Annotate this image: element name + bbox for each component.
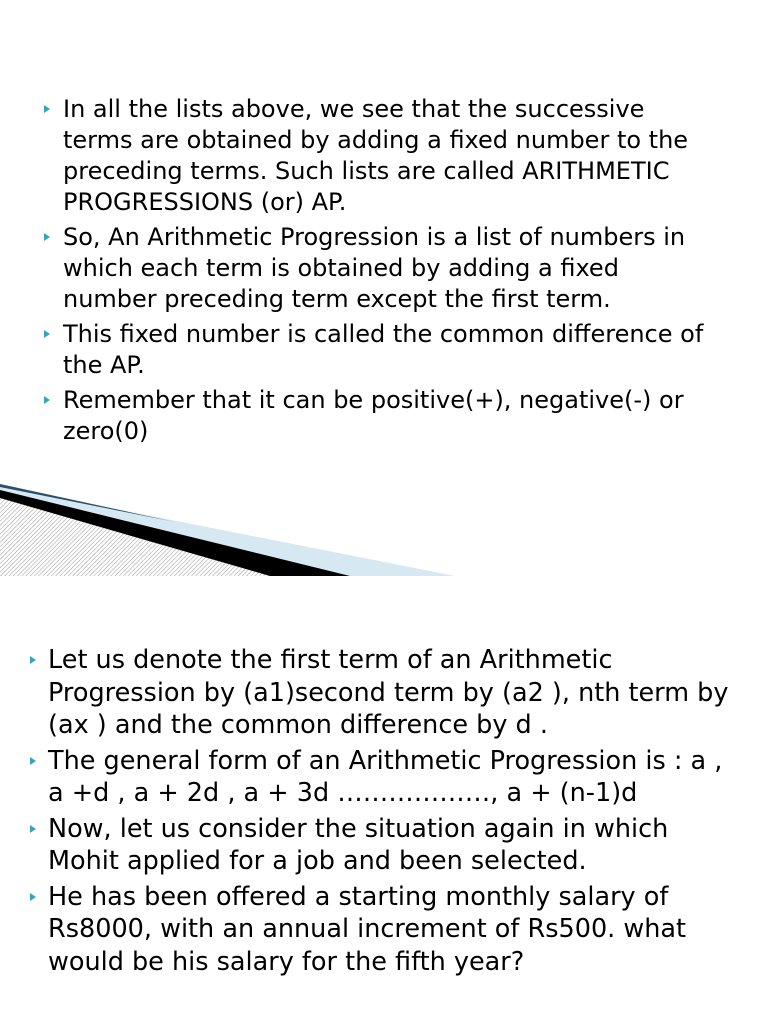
bullet-text: This fixed number is called the common difference of the AP. — [63, 320, 704, 379]
slide-2 — [0, 576, 768, 1024]
triangle-bullet-icon — [30, 893, 36, 901]
bullet-text: Let us denote the first term of an Arithmetic Progression by (a1)second term by (a2 ), nth term by (ax ) and the common difference by d . — [48, 645, 729, 740]
bullet-text: The general form of an Arithmetic Progression is : a , a +d , a + 2d , a + 3d ………………, a + (n-1)d — [48, 745, 723, 808]
list-item — [30, 745, 730, 810]
triangle-bullet-icon — [44, 396, 50, 404]
list-item — [30, 644, 730, 742]
triangle-bullet-icon — [44, 330, 50, 338]
list-item — [44, 385, 704, 447]
bullet-text: He has been offered a starting monthly salary of Rs8000, with an annual increment of Rs500. what would be his salary for the fifth year? — [48, 881, 687, 977]
triangle-bullet-icon — [30, 757, 36, 765]
list-item — [30, 813, 730, 878]
slide-1-bullet-list — [44, 94, 704, 451]
bullet-text: Remember that it can be positive(+), negative(-) or zero(0) — [63, 386, 684, 445]
bullet-text: In all the lists above, we see that the successive terms are obtained by adding a fixed number to the preceding terms. Such lists are called ARITHMETIC PROGRESSIONS (or) AP. — [63, 95, 689, 216]
slide-decoration-swoosh — [0, 470, 768, 576]
bullet-text: Now, let us consider the situation again in which Mohit applied for a job and been selected. — [48, 813, 669, 876]
list-item — [44, 319, 704, 381]
list-item — [30, 881, 730, 979]
list-item — [44, 94, 704, 218]
triangle-bullet-icon — [30, 825, 36, 833]
slide-2-bullet-list — [30, 644, 730, 981]
triangle-bullet-icon — [30, 656, 36, 664]
list-item — [44, 222, 704, 315]
triangle-bullet-icon — [44, 105, 50, 113]
bullet-text: So, An Arithmetic Progression is a list of numbers in which each term is obtained by adding a fixed number preceding term except the first term. — [63, 223, 686, 313]
triangle-bullet-icon — [44, 233, 50, 241]
